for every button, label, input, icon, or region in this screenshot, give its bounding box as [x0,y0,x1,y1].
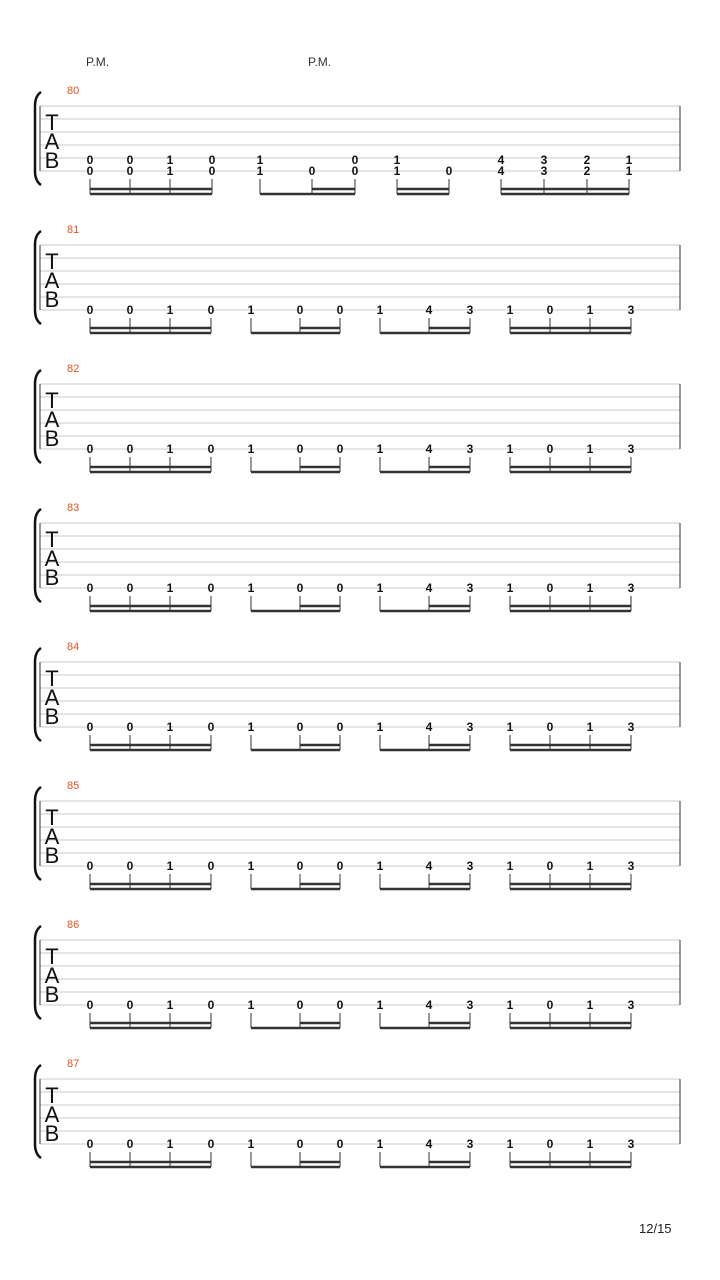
fret-number: 1 [393,152,401,167]
fret-number: 1 [506,720,514,734]
fret-number: 1 [586,859,594,873]
fret-number: 1 [166,859,174,873]
tab-clef-letter: T [45,249,59,274]
fret-number: 1 [166,442,174,456]
fret-number: 0 [86,998,94,1012]
fret-number: 0 [86,303,94,317]
fret-number: 4 [425,442,433,456]
fret-number: 1 [376,998,384,1012]
fret-number: 1 [166,998,174,1012]
fret-number: 1 [625,152,633,167]
fret-number: 1 [166,152,174,167]
fret-number: 0 [126,581,134,595]
measure-number: 82 [67,363,80,375]
fret-number: 0 [126,1137,134,1151]
tab-clef-letter: A [44,129,60,154]
tab-clef-letter: T [45,110,59,135]
tab-clef-letter: T [45,527,59,552]
fret-number: 0 [208,152,216,167]
fret-number: 0 [86,720,94,734]
fret-number: 1 [256,164,264,178]
fret-number: 1 [247,998,255,1012]
fret-number: 1 [247,720,255,734]
staff-system [35,1058,680,1167]
fret-number: 1 [586,720,594,734]
fret-number: 0 [546,581,554,595]
fret-number: 1 [247,303,255,317]
fret-number: 1 [376,303,384,317]
fret-number: 0 [546,859,554,873]
fret-number: 0 [296,581,304,595]
fret-number: 1 [166,164,174,178]
tab-clef-letter: A [44,546,60,571]
fret-number: 0 [208,164,216,178]
fret-number: 1 [376,1137,384,1151]
fret-number: 0 [546,998,554,1012]
fret-number: 2 [583,152,591,167]
fret-number: 0 [336,581,344,595]
fret-number: 1 [506,1137,514,1151]
staff-system [35,641,680,750]
fret-number: 1 [376,581,384,595]
tab-clef-letter: B [44,704,60,729]
tab-clef-letter: B [44,843,60,868]
measure-number: 81 [67,224,80,236]
fret-number: 1 [506,859,514,873]
measure-number: 84 [67,641,80,653]
fret-number: 0 [126,998,134,1012]
fret-number: 1 [586,581,594,595]
fret-number: 1 [506,303,514,317]
staff-system [35,224,680,333]
measure-number: 87 [67,1058,80,1070]
fret-number: 4 [497,164,505,178]
tab-clef-letter: B [44,287,60,312]
fret-number: 0 [207,303,215,317]
fret-number: 0 [336,998,344,1012]
tab-clef-letter: A [44,824,60,849]
tab-clef-letter: B [44,426,60,451]
fret-number: 0 [126,720,134,734]
staff-system [35,780,680,889]
fret-number: 1 [625,164,633,178]
fret-number: 0 [296,720,304,734]
tab-clef-letter: B [44,982,60,1007]
fret-number: 4 [425,859,433,873]
fret-number: 0 [296,1137,304,1151]
fret-number: 3 [627,581,635,595]
measure-number: 85 [67,780,80,792]
tab-clef-letter: T [45,1083,59,1108]
fret-number: 0 [546,303,554,317]
fret-number: 0 [86,164,94,178]
fret-number: 3 [627,303,635,317]
measure-number: 80 [67,85,80,97]
fret-number: 0 [126,859,134,873]
fret-number: 3 [466,998,474,1012]
fret-number: 3 [627,859,635,873]
fret-number: 2 [583,164,591,178]
fret-number: 3 [540,152,548,167]
fret-number: 3 [627,1137,635,1151]
tab-clef-letter: B [44,148,60,173]
fret-number: 1 [166,303,174,317]
fret-number: 4 [497,152,505,167]
fret-number: 0 [336,303,344,317]
fret-number: 0 [336,442,344,456]
fret-number: 3 [466,859,474,873]
fret-number: 0 [86,859,94,873]
tab-clef-letter: T [45,666,59,691]
fret-number: 4 [425,303,433,317]
fret-number: 0 [126,164,134,178]
fret-number: 1 [166,581,174,595]
fret-number: 0 [126,442,134,456]
fret-number: 0 [126,152,134,167]
fret-number: 0 [296,442,304,456]
fret-number: 1 [376,442,384,456]
fret-number: 1 [247,581,255,595]
fret-number: 0 [207,859,215,873]
tab-clef-letter: T [45,805,59,830]
fret-number: 4 [425,1137,433,1151]
fret-number: 3 [466,720,474,734]
fret-number: 0 [546,442,554,456]
tab-clef-letter: A [44,963,60,988]
palm-mute-label: P.M. [86,55,110,69]
tab-clef-letter: B [44,565,60,590]
fret-number: 0 [336,859,344,873]
tab-clef-letter: T [45,944,59,969]
tab-clef-letter: A [44,268,60,293]
fret-number: 1 [376,720,384,734]
fret-number: 0 [546,720,554,734]
fret-number: 0 [207,581,215,595]
fret-number: 0 [351,164,359,178]
page-number: 12/15 [639,1221,672,1236]
fret-number: 1 [393,164,401,178]
fret-number: 3 [627,998,635,1012]
fret-number: 1 [506,998,514,1012]
palm-mute-label: P.M. [308,55,332,69]
fret-number: 1 [586,303,594,317]
fret-number: 4 [425,720,433,734]
fret-number: 1 [506,442,514,456]
tab-clef-letter: A [44,685,60,710]
fret-number: 0 [207,442,215,456]
fret-number: 0 [546,1137,554,1151]
fret-number: 0 [351,152,359,167]
measure-number: 83 [67,502,80,514]
tab-clef-letter: T [45,388,59,413]
fret-number: 0 [207,1137,215,1151]
fret-number: 0 [296,303,304,317]
staff-system [35,363,680,472]
fret-number: 0 [445,164,453,178]
fret-number: 3 [627,720,635,734]
fret-number: 0 [207,998,215,1012]
fret-number: 1 [247,1137,255,1151]
fret-number: 0 [207,720,215,734]
fret-number: 1 [247,442,255,456]
fret-number: 3 [466,1137,474,1151]
tab-clef-letter: A [44,407,60,432]
tab-clef-letter: A [44,1102,60,1127]
fret-number: 0 [86,442,94,456]
fret-number: 1 [247,859,255,873]
fret-number: 1 [586,998,594,1012]
fret-number: 3 [466,581,474,595]
fret-number: 0 [336,720,344,734]
fret-number: 3 [466,303,474,317]
fret-number: 1 [586,442,594,456]
staff-system [35,85,680,194]
fret-number: 1 [166,720,174,734]
fret-number: 3 [627,442,635,456]
fret-number: 1 [166,1137,174,1151]
measure-number: 86 [67,919,80,931]
staff-system [35,502,680,611]
fret-number: 0 [86,152,94,167]
fret-number: 0 [86,1137,94,1151]
fret-number: 0 [126,303,134,317]
fret-number: 0 [296,998,304,1012]
fret-number: 0 [308,164,316,178]
tab-clef-letter: B [44,1121,60,1146]
fret-number: 0 [86,581,94,595]
fret-number: 0 [336,1137,344,1151]
fret-number: 4 [425,998,433,1012]
staff-system [35,919,680,1028]
fret-number: 3 [540,164,548,178]
fret-number: 4 [425,581,433,595]
fret-number: 1 [256,152,264,167]
fret-number: 3 [466,442,474,456]
fret-number: 0 [296,859,304,873]
fret-number: 1 [506,581,514,595]
fret-number: 1 [586,1137,594,1151]
fret-number: 1 [376,859,384,873]
